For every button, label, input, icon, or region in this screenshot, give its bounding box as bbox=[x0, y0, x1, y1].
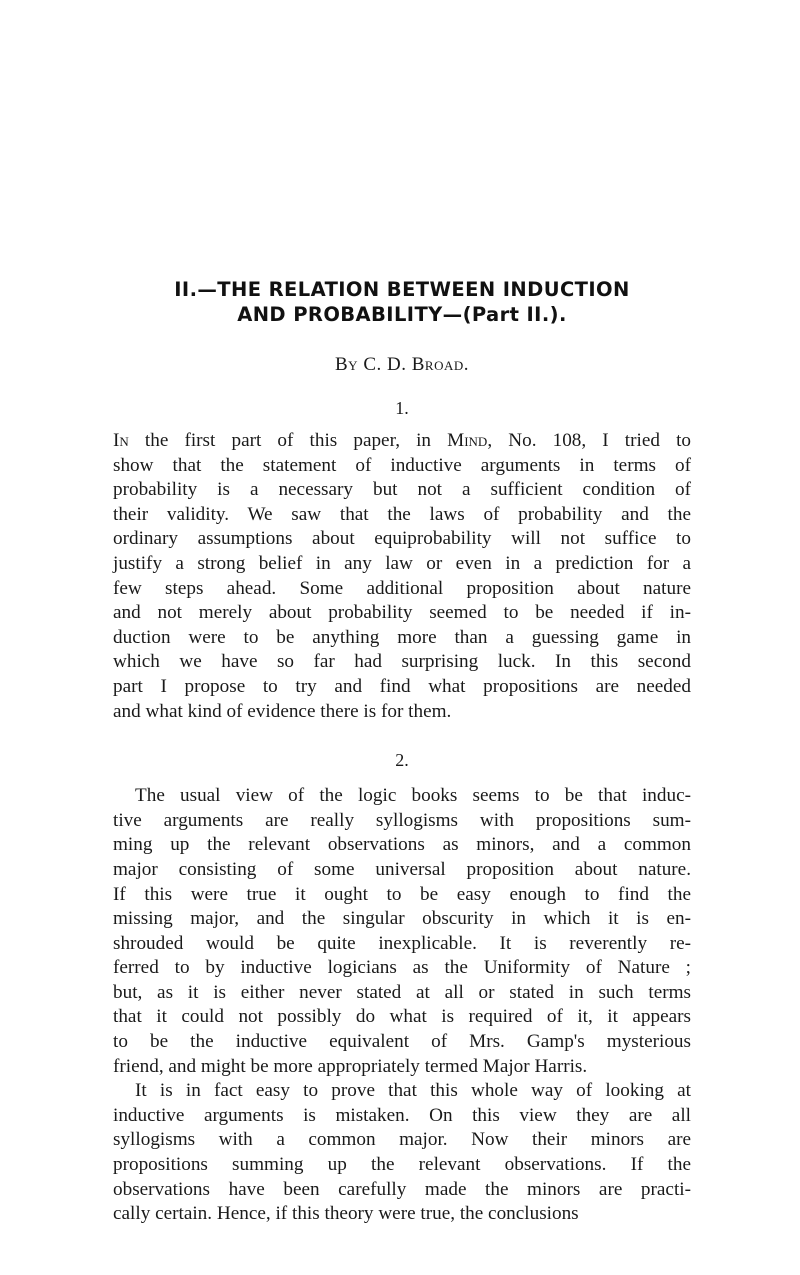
text-line: In the first part of this paper, in Mind, No. 108, I tried to bbox=[113, 430, 691, 451]
paragraph-1-1 bbox=[113, 429, 691, 724]
text-line: missing major, and the singular obscurity in which it is en- bbox=[113, 908, 691, 930]
text-line: which we have so far had surprising luck. In this second bbox=[113, 651, 691, 673]
byline-surname: Broad. bbox=[411, 354, 469, 375]
text-line: observations have been carefully made the minors are practi- bbox=[113, 1178, 691, 1200]
byline-initials: C. D. bbox=[363, 354, 407, 375]
text-line: and not merely about probability seemed to be needed if in- bbox=[113, 602, 691, 624]
text-line: major consisting of some universal proposition about nature. bbox=[113, 858, 691, 880]
page-title bbox=[113, 277, 691, 327]
title-line-2: AND PROBABILITY—(Part II.). bbox=[237, 303, 567, 326]
text-line: that it could not possibly do what is required of it, it appears bbox=[113, 1006, 691, 1028]
text-line: syllogisms with a common major. Now their minors are bbox=[113, 1129, 691, 1151]
text-line: their validity. We saw that the laws of probability and the bbox=[113, 503, 691, 525]
section-number-2: 2. bbox=[395, 750, 409, 771]
title-line-1: II.—THE RELATION BETWEEN INDUCTION bbox=[174, 278, 630, 301]
text-line: shrouded would be quite inexplicable. It is reverently re- bbox=[113, 932, 691, 954]
text-line: part I propose to try and find what propositions are needed bbox=[113, 675, 691, 697]
byline-by: By bbox=[335, 354, 359, 375]
text-line: but, as it is either never stated at all or stated in such terms bbox=[113, 981, 691, 1003]
text-line: The usual view of the logic books seems to be that induc- bbox=[135, 785, 691, 807]
text-line: inductive arguments is mistaken. On this view they are all bbox=[113, 1104, 691, 1126]
text-line: ordinary assumptions about equiprobability will not suffice to bbox=[113, 528, 691, 550]
text-line: probability is a necessary but not a sufficient condition of bbox=[113, 479, 691, 501]
text-line: show that the statement of inductive arguments in terms of bbox=[113, 454, 691, 476]
author-byline bbox=[113, 354, 691, 376]
text-line: to be the inductive equivalent of Mrs. Gamp's mysterious bbox=[113, 1031, 691, 1053]
text-line: tive arguments are really syllogisms with propositions sum- bbox=[113, 809, 691, 831]
text-line: ming up the relevant observations as minors, and a common bbox=[113, 834, 691, 856]
text-line: few steps ahead. Some additional proposition about nature bbox=[113, 577, 691, 599]
text-line: cally certain. Hence, if this theory were true, the conclusions bbox=[113, 1203, 579, 1225]
text-line: duction were to be anything more than a guessing game in bbox=[113, 626, 691, 648]
text-line: propositions summing up the relevant observations. If the bbox=[113, 1154, 691, 1176]
article-body bbox=[113, 277, 691, 1227]
text-line: It is in fact easy to prove that this whole way of looking at bbox=[135, 1080, 691, 1102]
text-line: ferred to by inductive logicians as the Uniformity of Nature ; bbox=[113, 957, 691, 979]
section-number-1: 1. bbox=[395, 398, 409, 418]
text-line: and what kind of evidence there is for them. bbox=[113, 700, 452, 722]
paragraph-2-2 bbox=[113, 1079, 691, 1227]
paragraph-2-1 bbox=[113, 784, 691, 1079]
text-line: friend, and might be more appropriately termed Major Harris. bbox=[113, 1055, 588, 1077]
text-line: If this were true it ought to be easy enough to find the bbox=[113, 883, 691, 905]
text-line: justify a strong belief in any law or even in a prediction for a bbox=[113, 552, 691, 574]
